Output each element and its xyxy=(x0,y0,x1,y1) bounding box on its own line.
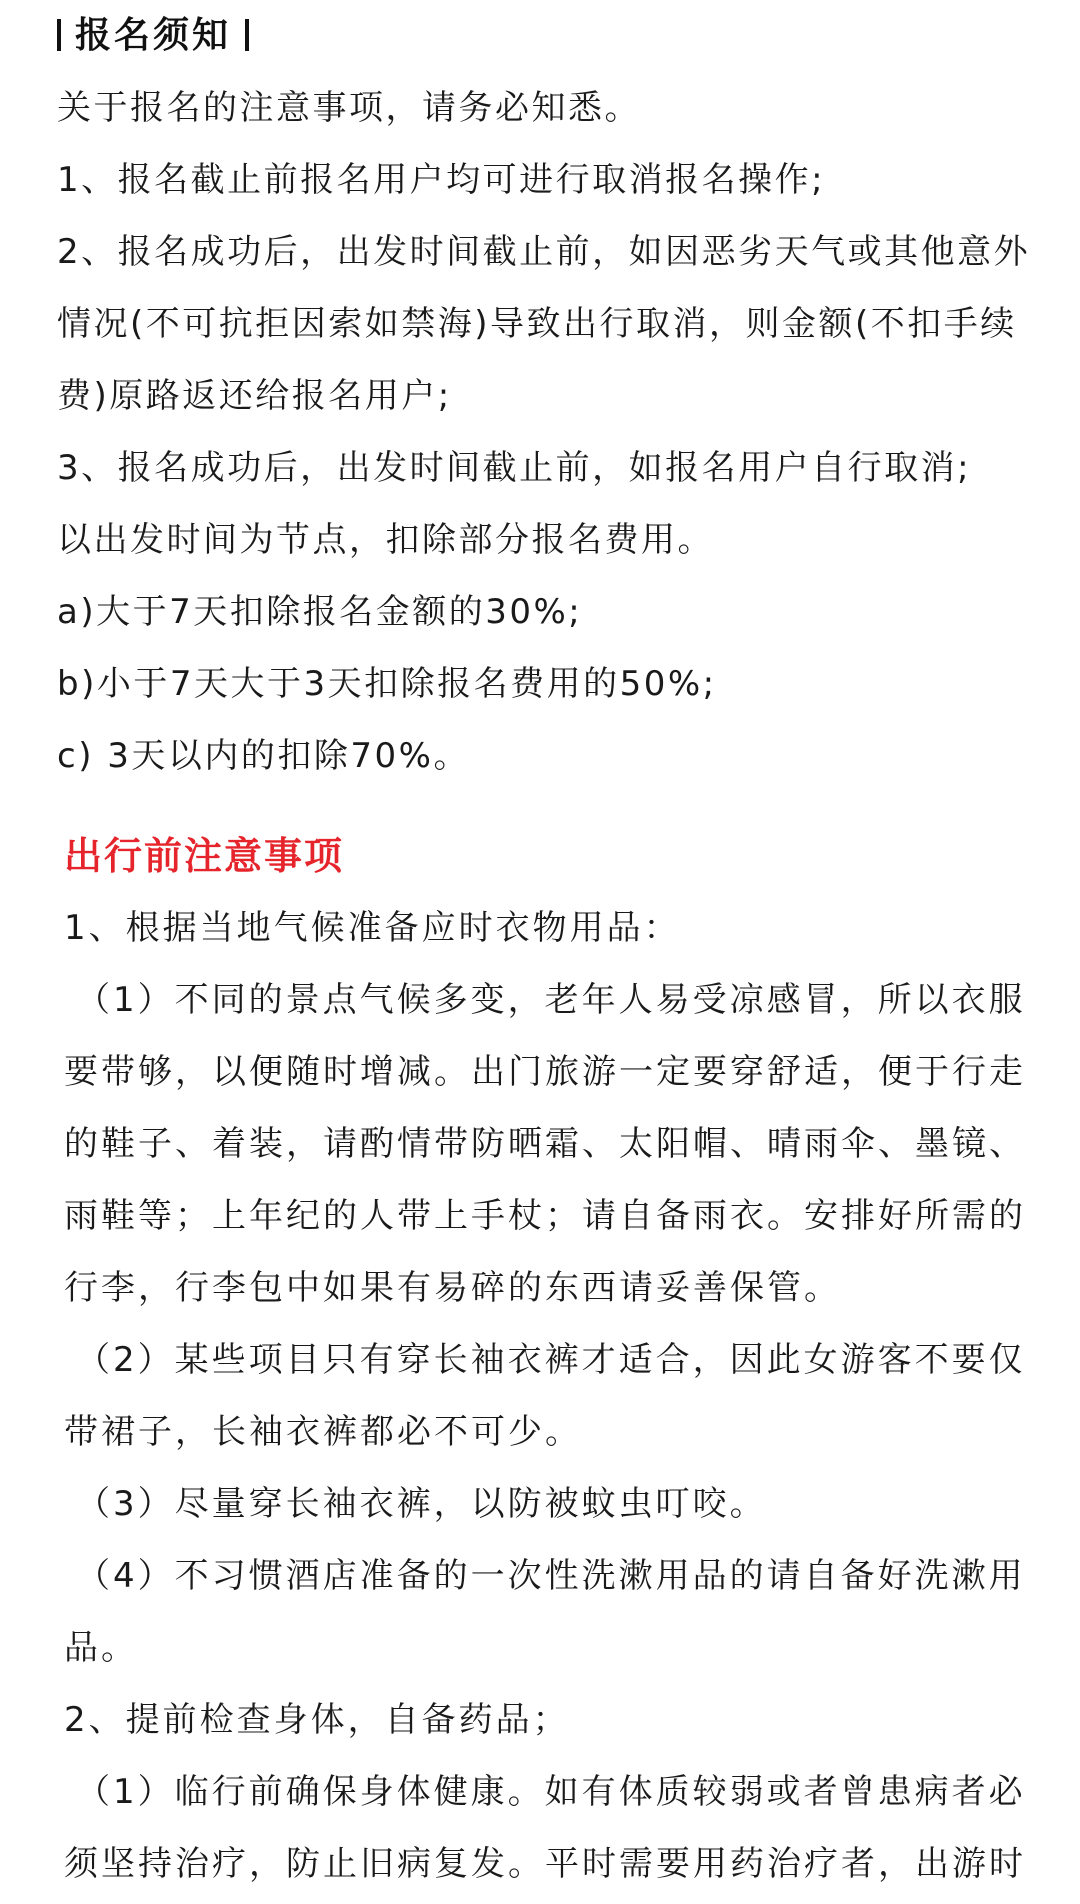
travel-precautions-title: 出行前注意事项 xyxy=(64,834,345,878)
precaution-item-2-1: （1）临行前确保身体健康。如有体质较弱或者曾患病者必须坚持治疗，防止旧病复发。平时需要用药治疗者，出游时 xyxy=(64,1772,1026,1884)
notice-item-2: 2、报名成功后，出发时间截止前，如因恶劣天气或其他意外情况(不可抗拒因索如禁海)导致出行取消，则金额(不扣手续费)原路返还给报名用户; xyxy=(57,232,1031,416)
notice-item-a: a)大于7天扣除报名金额的30%; xyxy=(57,592,583,632)
precaution-item-1-2: （2）某些项目只有穿长袖衣裤才适合，因此女游客不要仅带裙子，长袖衣裤都必不可少。 xyxy=(64,1340,1026,1452)
precaution-item-1-3: （3）尽量穿长袖衣裤，以防被蚊虫叮咬。 xyxy=(76,1484,767,1524)
precaution-item-1-4: （4）不习惯酒店准备的一次性洗漱用品的请自备好洗漱用品。 xyxy=(64,1556,1026,1668)
notice-item-c: c) 3天以内的扣除70%。 xyxy=(57,736,470,776)
registration-notice-heading xyxy=(57,0,1040,72)
notice-item-1: 1、报名截止前报名用户均可进行取消报名操作; xyxy=(57,160,826,200)
precaution-item-1: 1、根据当地气候准备应时衣物用品： xyxy=(64,908,681,948)
precaution-item-1-1: （1）不同的景点气候多变，老年人易受凉感冒，所以衣服要带够，以便随时增减。出门旅游一定要穿舒适，便于行走的鞋子、着装，请酌情带防晒霜、太阳帽、晴雨伞、墨镜、雨鞋等；上年纪的人带上手杖；请自备雨衣。安排好所需的行李，行李包中如果有易碎的东西请妥善保管。 xyxy=(64,980,1026,1308)
travel-precautions-section xyxy=(0,820,1080,1900)
precaution-item-2: 2、提前检查身体，自备药品； xyxy=(64,1700,570,1740)
registration-notice-section xyxy=(0,0,1080,792)
registration-notice-title: 报名须知 xyxy=(75,15,232,56)
notice-intro: 关于报名的注意事项，请务必知悉。 xyxy=(57,88,641,128)
notice-item-3: 3、报名成功后，出发时间截止前，如报名用户自行取消; xyxy=(57,448,972,488)
notice-item-b: b)小于7天大于3天扣除报名费用的50%; xyxy=(57,664,717,704)
heading-bar-right xyxy=(245,19,249,51)
notice-item-3-detail: 以出发时间为节点，扣除部分报名费用。 xyxy=(57,520,714,560)
heading-bar-left xyxy=(57,19,61,51)
